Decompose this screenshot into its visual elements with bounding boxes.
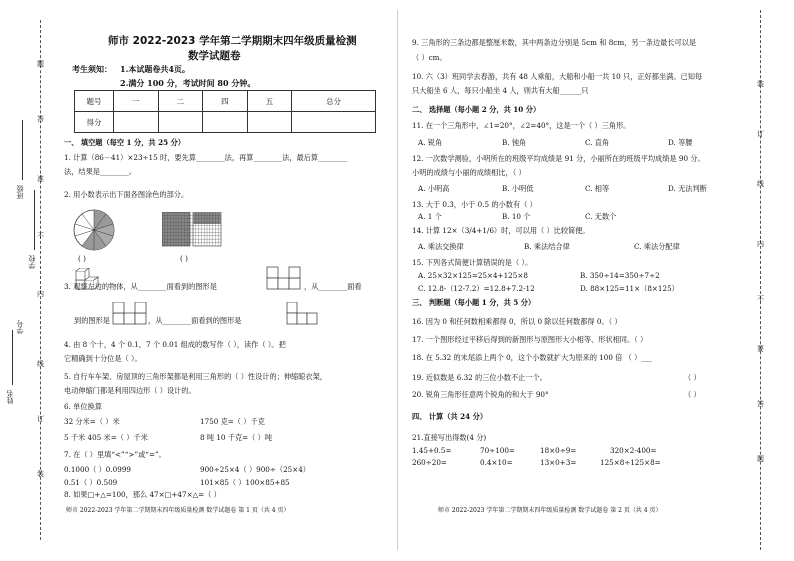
question-12-line1: 12. 一次数学测验，小明所在的班级平均成绩是 91 分，小丽所在的班级平均成绩是 90 分。 <box>412 154 705 163</box>
choice-option[interactable]: C. 直角 <box>585 138 610 147</box>
score-table-cell: 得分 <box>75 112 114 133</box>
binding-char: 订 <box>757 130 764 138</box>
score-table-score-row <box>75 112 376 133</box>
choice-option[interactable]: C. 相等 <box>585 184 610 193</box>
question-7: 7. 在（ ）里填“<”“>”或“=”。 <box>64 450 166 459</box>
binding-char: 装 <box>37 470 44 478</box>
choice-option[interactable]: B. 乘法结合律 <box>524 242 570 251</box>
score-cell[interactable] <box>203 112 248 133</box>
choice-option[interactable]: C. 12.8-（12-7.2）=12.8+7.2-12 <box>418 284 535 293</box>
page-divider <box>397 10 398 550</box>
question-5-line1: 5. 自行车车架、房屋顶的三角形架都是利用三角形的（ ）性设计的；伸缩晾衣架， <box>64 372 327 381</box>
choice-option[interactable]: D. 无法判断 <box>668 184 707 193</box>
choice-option[interactable]: B. 小明低 <box>502 184 534 193</box>
binding-char: 答 <box>37 115 44 123</box>
binding-char: 线 <box>37 360 44 368</box>
binding-char: 不 <box>757 295 764 303</box>
question-1-line1: 1. 计算（86－41）×23÷15 时，要先算________法，再算________法，最后算________ <box>64 153 347 162</box>
binding-line-right <box>760 10 761 550</box>
question-1-line2: 法，结果是________。 <box>64 167 136 176</box>
binding-char: 线 <box>757 180 764 188</box>
calc-item: 125×8÷125×8= <box>600 458 661 467</box>
question-2: 2. 用小数表示出下面各图涂色的部分。 <box>64 190 189 199</box>
choice-option[interactable]: A. 小明高 <box>418 184 450 193</box>
section-fill-blank-heading: 一、 填空题（每空 1 分，共 25 分） <box>64 138 185 147</box>
binding-char: 装 <box>757 80 764 88</box>
score-table-cell: 总分 <box>292 91 376 112</box>
question-19-blank[interactable]: （ ） <box>684 373 701 382</box>
binding-name-underline <box>12 330 13 385</box>
score-table-header-row <box>75 91 376 112</box>
exam-title: 师市 2022-2023 学年第二学期期末四年级质量检测 <box>108 35 357 47</box>
question-3-line3: 到的图形是 <box>74 316 110 325</box>
question-3-line2: ，从________面看 <box>304 282 362 291</box>
calc-item: 0.4×10= <box>480 458 513 467</box>
score-table <box>74 90 376 133</box>
binding-number-label: 学号 <box>16 320 24 334</box>
question-13: 13. 大于 0.3，小于 0.5 的小数有（ ） <box>412 200 537 209</box>
pie-figure <box>72 208 116 252</box>
binding-char: 准 <box>37 175 44 183</box>
question-12-line2: 小明的成绩与小丽的成绩相比，（ ） <box>412 168 526 177</box>
binding-name-label: 姓名 <box>6 390 14 404</box>
score-cell[interactable] <box>114 112 159 133</box>
question-9-line2: （ ）cm。 <box>412 53 447 62</box>
exam-subtitle: 数学试题卷 <box>188 50 241 62</box>
choice-option[interactable]: C. 无数个 <box>585 212 617 221</box>
section-judge-heading: 三、 判断题（每小题 1 分，共 5 分） <box>412 298 536 307</box>
notice-item: 1.本试题卷共4页。 <box>120 64 190 74</box>
binding-school-label: 学校 <box>28 255 36 269</box>
score-table-cell: 五 <box>247 91 292 112</box>
choice-option[interactable]: D. 等腰 <box>668 138 693 147</box>
binding-char: 订 <box>37 415 44 423</box>
choice-option[interactable]: A. 乘法交换律 <box>418 242 464 251</box>
page-footer-left: 师市 2022-2023 学年第二学期期末四年级质量检测 数学试题卷 第 1 页（共 4 页） <box>66 507 290 514</box>
choice-option[interactable]: C. 乘法分配律 <box>634 242 680 251</box>
score-cell[interactable] <box>292 112 376 133</box>
view-figure-b <box>112 302 148 326</box>
calc-item: 1.45+0.5= <box>412 446 452 455</box>
choice-option[interactable]: B. 10 个 <box>502 212 531 221</box>
question-21: 21.直接写出得数(4 分) <box>412 433 487 442</box>
section-choice-heading: 二、 选择题（每小题 2 分，共 10 分） <box>412 105 541 114</box>
question-6: 6. 单位换算 <box>64 402 102 411</box>
question-20-blank[interactable]: （ ） <box>684 390 701 399</box>
choice-option[interactable]: D. 88×125=11×（8×125） <box>580 284 679 293</box>
binding-class-label: 班级 <box>16 185 24 199</box>
calc-item: 13×0+3= <box>540 458 577 467</box>
calc-item: 70÷100= <box>480 446 515 455</box>
question-6-item: 1750 克=（ ）千克 <box>200 417 265 426</box>
notice-label: 考生须知： <box>72 64 112 74</box>
choice-option[interactable]: A. 25×32×125=25×4+125×8 <box>418 271 528 280</box>
question-19: 19. 近似数是 6.32 的三位小数不止一个。 <box>412 373 547 382</box>
question-6-item: 32 分米=（ ）米 <box>64 417 120 426</box>
binding-char: 题 <box>757 455 764 463</box>
calc-item: 260÷20= <box>412 458 447 467</box>
question-3-line1: 3. 观察左边的物体，从________面看到的图形是 <box>64 282 217 291</box>
section-calc-heading: 四、 计算（共 24 分） <box>412 412 488 421</box>
question-4-line1: 4. 由 8 个十，4 个 0.1，7 个 0.01 组成的数写作（ ），读作（ ）。把 <box>64 340 286 349</box>
view-figure-a <box>266 266 302 292</box>
question-9-line1: 9. 三角形的三条边都是整厘米数，其中两条边分别是 5cm 和 8cm，另一条边最长可以是 <box>412 38 697 47</box>
question-18: 18. 在 5.32 的末尾添上两个 0，这个小数就扩大为原来的 100 倍 （ ）___ <box>412 353 653 362</box>
question-20: 20. 锐角三角形任意两个锐角的和大于 90° <box>412 390 549 399</box>
score-table-cell: 四 <box>203 91 248 112</box>
question-4-line2: 它精确到十分位是（ ）。 <box>64 354 142 363</box>
question-6-item: 8 吨 10 千克=（ ）吨 <box>200 433 273 442</box>
binding-class-underline <box>22 120 23 180</box>
question-7-item: 0.51（ ）0.509 <box>64 478 118 487</box>
notice-item: 2.满分 100 分，考试时间 80 分钟。 <box>120 78 256 88</box>
choice-option[interactable]: A. 1 个 <box>418 212 442 221</box>
binding-school-underline <box>34 190 35 250</box>
question-17: 17. 一个图形经过平移后得到的新图形与原图形大小相等、形状相同。（ ） <box>412 335 648 344</box>
question-14: 14. 计算 12×（3/4+1/6）时，可以用（ ）比较简便。 <box>412 226 590 235</box>
question-3-line4: ，从________面看到的图形是 <box>148 316 242 325</box>
choice-option[interactable]: A. 锐角 <box>418 138 443 147</box>
question-11: 11. 在一个三角形中，∠1=20°，∠2=40°，这是一个（ ）三角形。 <box>412 121 631 130</box>
binding-char: 答 <box>757 400 764 408</box>
question-16: 16. 因为 0 和任何数相乘都得 0，所以 0 除以任何数都得 0。（ ） <box>412 317 622 326</box>
question-6-item: 5 千米 405 米=（ ）千米 <box>64 433 148 442</box>
score-table-cell: 二 <box>158 91 203 112</box>
question-8: 8. 如果□+△=100，那么 47×□+47×△=（ ） <box>64 490 221 499</box>
binding-char: 题 <box>37 60 44 68</box>
binding-line-left <box>40 20 41 540</box>
binding-char: 要 <box>757 345 764 353</box>
page-footer-right: 师市 2022-2023 学年第二学期期末四年级质量检测 数学试题卷 第 2 页（共 4 页） <box>438 507 662 514</box>
question-7-item: 900÷25×4（ ）900÷（25×4） <box>200 465 310 474</box>
calc-item: 320×2-400= <box>610 446 657 455</box>
question-10-line1: 10. 六（3）班同学去春游，共有 48 人乘船，大船和小船一共 10 只，正好都坐满。已知每 <box>412 72 703 81</box>
view-figure-c <box>286 302 320 326</box>
score-cell[interactable] <box>247 112 292 133</box>
question-7-item: 101×85（ ）100×85+85 <box>200 478 290 487</box>
grid-figure <box>162 212 222 248</box>
choice-option[interactable]: B. 钝角 <box>502 138 527 147</box>
question-2-blank-2[interactable]: ( ) <box>180 254 188 263</box>
question-7-item: 0.1000（ ）0.0999 <box>64 465 131 474</box>
score-cell[interactable] <box>158 112 203 133</box>
calc-item: 18×0÷9= <box>540 446 577 455</box>
binding-char: 内 <box>757 240 764 248</box>
binding-char: 不 <box>37 232 44 240</box>
question-15: 15. 下列各式简便计算错误的是（ ）。 <box>412 258 533 267</box>
score-table-cell: 一 <box>114 91 159 112</box>
question-10-line2: 只大船坐 6 人，每只小船坐 4 人，则共有大船______只 <box>412 86 589 95</box>
question-2-blank-1[interactable]: ( ) <box>78 254 86 263</box>
question-5-line2: 电动伸缩门都是利用四边形（ ）设计的。 <box>64 386 196 395</box>
score-table-cell: 题号 <box>75 91 114 112</box>
choice-option[interactable]: B. 350÷14=350÷7÷2 <box>580 271 660 280</box>
binding-char: 内 <box>37 290 44 298</box>
